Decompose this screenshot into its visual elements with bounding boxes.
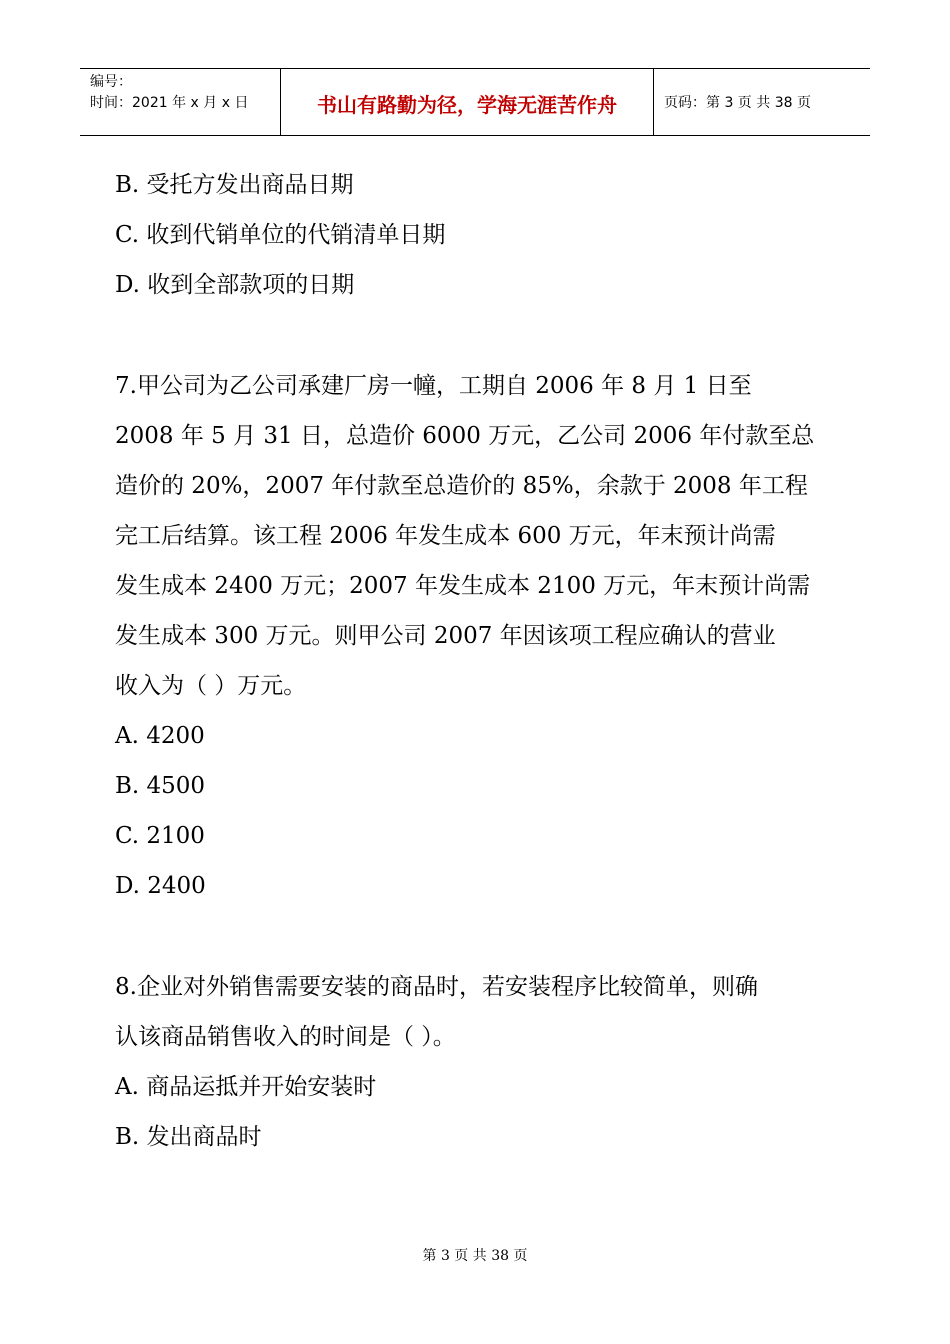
header-table — [80, 68, 870, 136]
option-line: B. 发出商品时 — [115, 1124, 262, 1150]
option-line: D. 收到全部款项的日期 — [115, 272, 355, 298]
option-line: B. 受托方发出商品日期 — [115, 172, 354, 198]
question-7-line: 7.甲公司为乙公司承建厂房一幢，工期自 2006 年 8 月 1 日至 — [115, 373, 752, 399]
number-label: 编号： — [90, 74, 132, 90]
page-footer — [0, 1245, 950, 1265]
option-line: A. 商品运抵并开始安装时 — [115, 1074, 377, 1100]
option-line: D. 2400 — [115, 873, 206, 899]
footer-page-number: 第 3 页 共 38 页 — [422, 1248, 528, 1264]
header-info-cell — [80, 69, 281, 135]
header-motto-cell — [281, 69, 654, 135]
option-line: B. 4500 — [115, 773, 206, 799]
page-label: 页码：第 3 页 共 38 页 — [664, 95, 811, 111]
question-7-line: 造价的 20%，2007 年付款至总造价的 85%，余款于 2008 年工程 — [115, 473, 808, 499]
spacer — [115, 911, 835, 962]
question-7-line: 2008 年 5 月 31 日，总造价 6000 万元，乙公司 2006 年付款至总 — [115, 423, 815, 449]
question-8-line: 8.企业对外销售需要安装的商品时，若安装程序比较简单，则确 — [115, 974, 758, 1000]
document-body — [115, 160, 835, 1162]
option-line: C. 2100 — [115, 823, 205, 849]
question-7-line: 收入为（ ）万元。 — [115, 673, 307, 699]
spacer — [115, 310, 835, 361]
question-7-line: 发生成本 2400 万元；2007 年发生成本 2100 万元，年末预计尚需 — [115, 573, 811, 599]
motto-text: 书山有路勤为径，学海无涯苦作舟 — [317, 92, 617, 117]
question-8-line: 认该商品销售收入的时间是（ ）。 — [115, 1024, 456, 1050]
question-7-line: 完工后结算。该工程 2006 年发生成本 600 万元，年末预计尚需 — [115, 523, 776, 549]
header-page-cell — [654, 69, 870, 135]
option-line: A. 4200 — [115, 723, 205, 749]
time-label: 时间：2021 年 x 月 x 日 — [90, 95, 249, 111]
question-7-line: 发生成本 300 万元。则甲公司 2007 年因该项工程应确认的营业 — [115, 623, 776, 649]
option-line: C. 收到代销单位的代销清单日期 — [115, 222, 446, 248]
